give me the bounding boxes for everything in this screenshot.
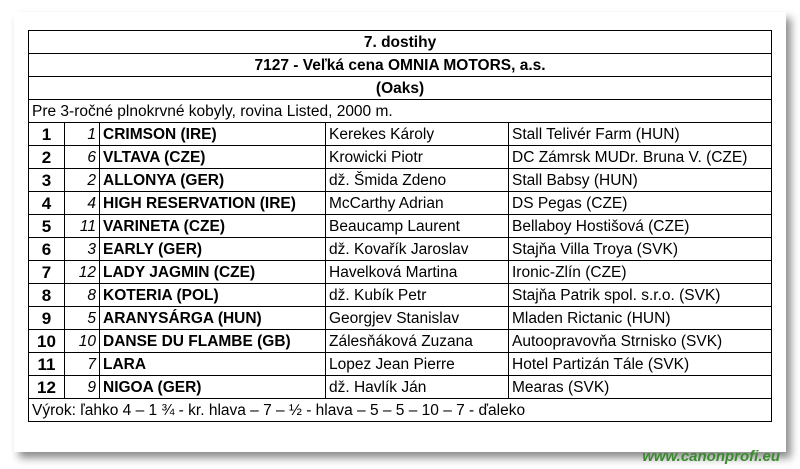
race-results-table xyxy=(28,30,772,422)
start-number-cell: 12 xyxy=(65,261,100,284)
start-number-cell: 3 xyxy=(65,238,100,261)
table-row xyxy=(29,284,772,307)
placing-cell: 12 xyxy=(29,376,65,399)
owner-cell: Mladen Rictanic (HUN) xyxy=(509,307,772,330)
placing-cell: 10 xyxy=(29,330,65,353)
owner-cell: DC Zámrsk MUDr. Bruna V. (CZE) xyxy=(509,146,772,169)
horse-name-cell: KOTERIA (POL) xyxy=(100,284,326,307)
jockey-cell: Havelková Martina xyxy=(326,261,509,284)
horse-name-cell: HIGH RESERVATION (IRE) xyxy=(100,192,326,215)
placing-cell: 11 xyxy=(29,353,65,376)
table-row xyxy=(29,376,772,399)
owner-cell: Hotel Partizán Tále (SVK) xyxy=(509,353,772,376)
placing-cell: 1 xyxy=(29,123,65,146)
jockey-cell: Kerekes Károly xyxy=(326,123,509,146)
jockey-cell: dž. Kovařík Jaroslav xyxy=(326,238,509,261)
placing-cell: 2 xyxy=(29,146,65,169)
owner-cell: Mearas (SVK) xyxy=(509,376,772,399)
header-row-race-title xyxy=(29,54,772,77)
watermark: www.canonprofi.eu xyxy=(642,448,780,465)
table-row xyxy=(29,238,772,261)
owner-cell: Autoopravovňa Strnisko (SVK) xyxy=(509,330,772,353)
owner-cell: Stajňa Villa Troya (SVK) xyxy=(509,238,772,261)
race-subtitle: (Oaks) xyxy=(29,77,772,100)
table-row xyxy=(29,353,772,376)
owner-cell: Ironic-Zlín (CZE) xyxy=(509,261,772,284)
jockey-cell: Krowicki Piotr xyxy=(326,146,509,169)
jockey-cell: dž. Kubík Petr xyxy=(326,284,509,307)
start-number-cell: 8 xyxy=(65,284,100,307)
horse-name-cell: VARINETA (CZE) xyxy=(100,215,326,238)
jockey-cell: dž. Havlík Ján xyxy=(326,376,509,399)
placing-cell: 7 xyxy=(29,261,65,284)
placing-cell: 8 xyxy=(29,284,65,307)
table-row xyxy=(29,146,772,169)
horse-name-cell: DANSE DU FLAMBE (GB) xyxy=(100,330,326,353)
horse-name-cell: ARANYSÁRGA (HUN) xyxy=(100,307,326,330)
header-row-race-number xyxy=(29,31,772,54)
race-conditions: Pre 3-ročné plnokrvné kobyly, rovina Listed, 2000 m. xyxy=(29,100,772,123)
owner-cell: Bellaboy Hostišová (CZE) xyxy=(509,215,772,238)
jockey-cell: Lopez Jean Pierre xyxy=(326,353,509,376)
horse-name-cell: EARLY (GER) xyxy=(100,238,326,261)
jockey-cell: Beaucamp Laurent xyxy=(326,215,509,238)
jockey-cell: McCarthy Adrian xyxy=(326,192,509,215)
horse-name-cell: LARA xyxy=(100,353,326,376)
owner-cell: Stall Telivér Farm (HUN) xyxy=(509,123,772,146)
placing-cell: 5 xyxy=(29,215,65,238)
race-number: 7. dostihy xyxy=(29,31,772,54)
race-title: 7127 - Veľká cena OMNIA MOTORS, a.s. xyxy=(29,54,772,77)
start-number-cell: 1 xyxy=(65,123,100,146)
footer-row xyxy=(29,399,772,422)
start-number-cell: 11 xyxy=(65,215,100,238)
placing-cell: 4 xyxy=(29,192,65,215)
start-number-cell: 9 xyxy=(65,376,100,399)
header-row-conditions xyxy=(29,100,772,123)
jockey-cell: dž. Šmida Zdeno xyxy=(326,169,509,192)
race-margins: Výrok: ľahko 4 – 1 ¾ - kr. hlava – 7 – ½ - hlava – 5 – 5 – 10 – 7 - ďaleko xyxy=(29,399,772,422)
placing-cell: 3 xyxy=(29,169,65,192)
table-row xyxy=(29,330,772,353)
start-number-cell: 6 xyxy=(65,146,100,169)
table-row xyxy=(29,192,772,215)
horse-name-cell: LADY JAGMIN (CZE) xyxy=(100,261,326,284)
placing-cell: 6 xyxy=(29,238,65,261)
owner-cell: Stall Babsy (HUN) xyxy=(509,169,772,192)
start-number-cell: 10 xyxy=(65,330,100,353)
horse-name-cell: CRIMSON (IRE) xyxy=(100,123,326,146)
header-row-race-subtitle xyxy=(29,77,772,100)
table-row xyxy=(29,123,772,146)
table-row xyxy=(29,307,772,330)
jockey-cell: Zálesňáková Zuzana xyxy=(326,330,509,353)
placing-cell: 9 xyxy=(29,307,65,330)
start-number-cell: 7 xyxy=(65,353,100,376)
owner-cell: DS Pegas (CZE) xyxy=(509,192,772,215)
jockey-cell: Georgjev Stanislav xyxy=(326,307,509,330)
table-row xyxy=(29,215,772,238)
horse-name-cell: ALLONYA (GER) xyxy=(100,169,326,192)
start-number-cell: 5 xyxy=(65,307,100,330)
horse-name-cell: VLTAVA (CZE) xyxy=(100,146,326,169)
table-row xyxy=(29,169,772,192)
table-row xyxy=(29,261,772,284)
owner-cell: Stajňa Patrik spol. s.r.o. (SVK) xyxy=(509,284,772,307)
start-number-cell: 2 xyxy=(65,169,100,192)
horse-name-cell: NIGOA (GER) xyxy=(100,376,326,399)
start-number-cell: 4 xyxy=(65,192,100,215)
